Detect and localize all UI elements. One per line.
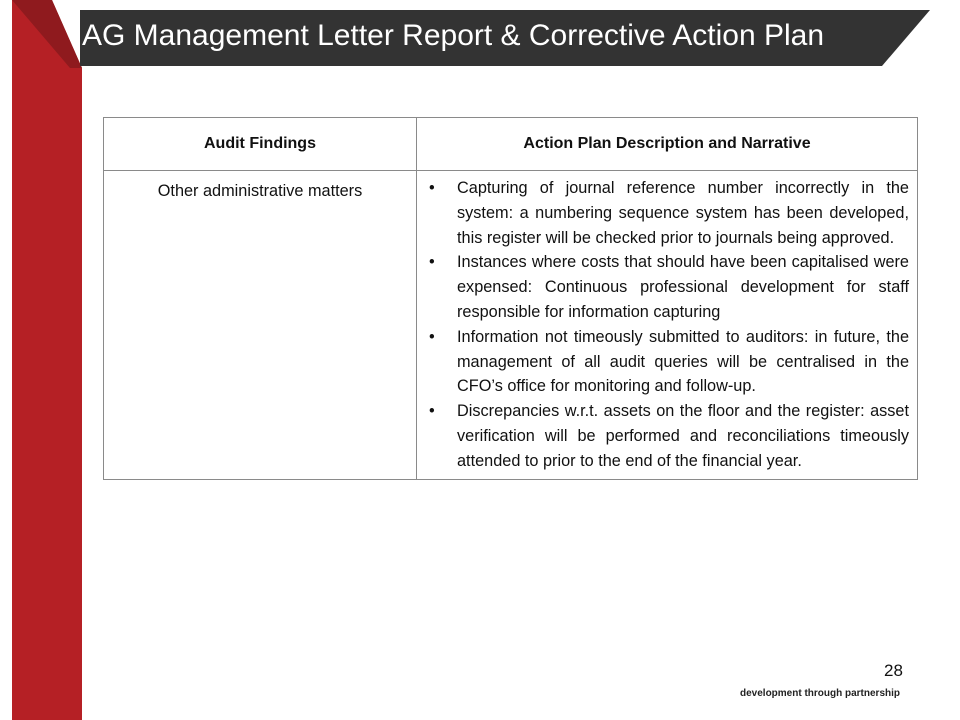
list-item — [427, 325, 909, 399]
page-number: 28 — [884, 661, 903, 680]
finding-cell: Other administrative matters — [104, 171, 417, 480]
bullet-icon: • — [429, 327, 435, 346]
action-plan-table — [103, 117, 918, 480]
action-text: Discrepancies w.r.t. assets on the floor and the register: asset verification will be performed and reconciliations timeously attended to prior to the end of the financial year. — [457, 402, 909, 470]
table-header-row — [104, 118, 918, 171]
column-header-action-plan: Action Plan Description and Narrative — [417, 118, 918, 171]
red-side-band — [12, 0, 82, 720]
red-side-fold — [12, 0, 82, 68]
action-text: Instances where costs that should have been capitalised were expensed: Continuous professional development for staff responsible for information capturing — [457, 253, 909, 321]
footer-tagline: development through partnership — [740, 688, 901, 699]
list-item — [427, 399, 909, 473]
bullet-icon: • — [429, 179, 435, 197]
action-list — [427, 176, 909, 474]
page-title: AG Management Letter Report & Corrective Action Plan — [82, 19, 825, 52]
actions-cell — [417, 171, 918, 480]
action-text: Information not timeously submitted to auditors: in future, the management of all audit queries will be centralised in the CFO’s office for monitoring and follow-up. — [457, 327, 909, 396]
table-row — [104, 171, 918, 480]
column-header-audit-findings: Audit Findings — [104, 118, 417, 171]
bullet-icon: • — [429, 402, 435, 421]
list-item — [427, 250, 909, 324]
list-item — [427, 176, 909, 250]
bullet-icon: • — [429, 253, 435, 272]
action-text: Capturing of journal reference number incorrectly in the system: a numbering sequence system has been developed, this register will be checked prior to journals being approved. — [457, 179, 909, 247]
